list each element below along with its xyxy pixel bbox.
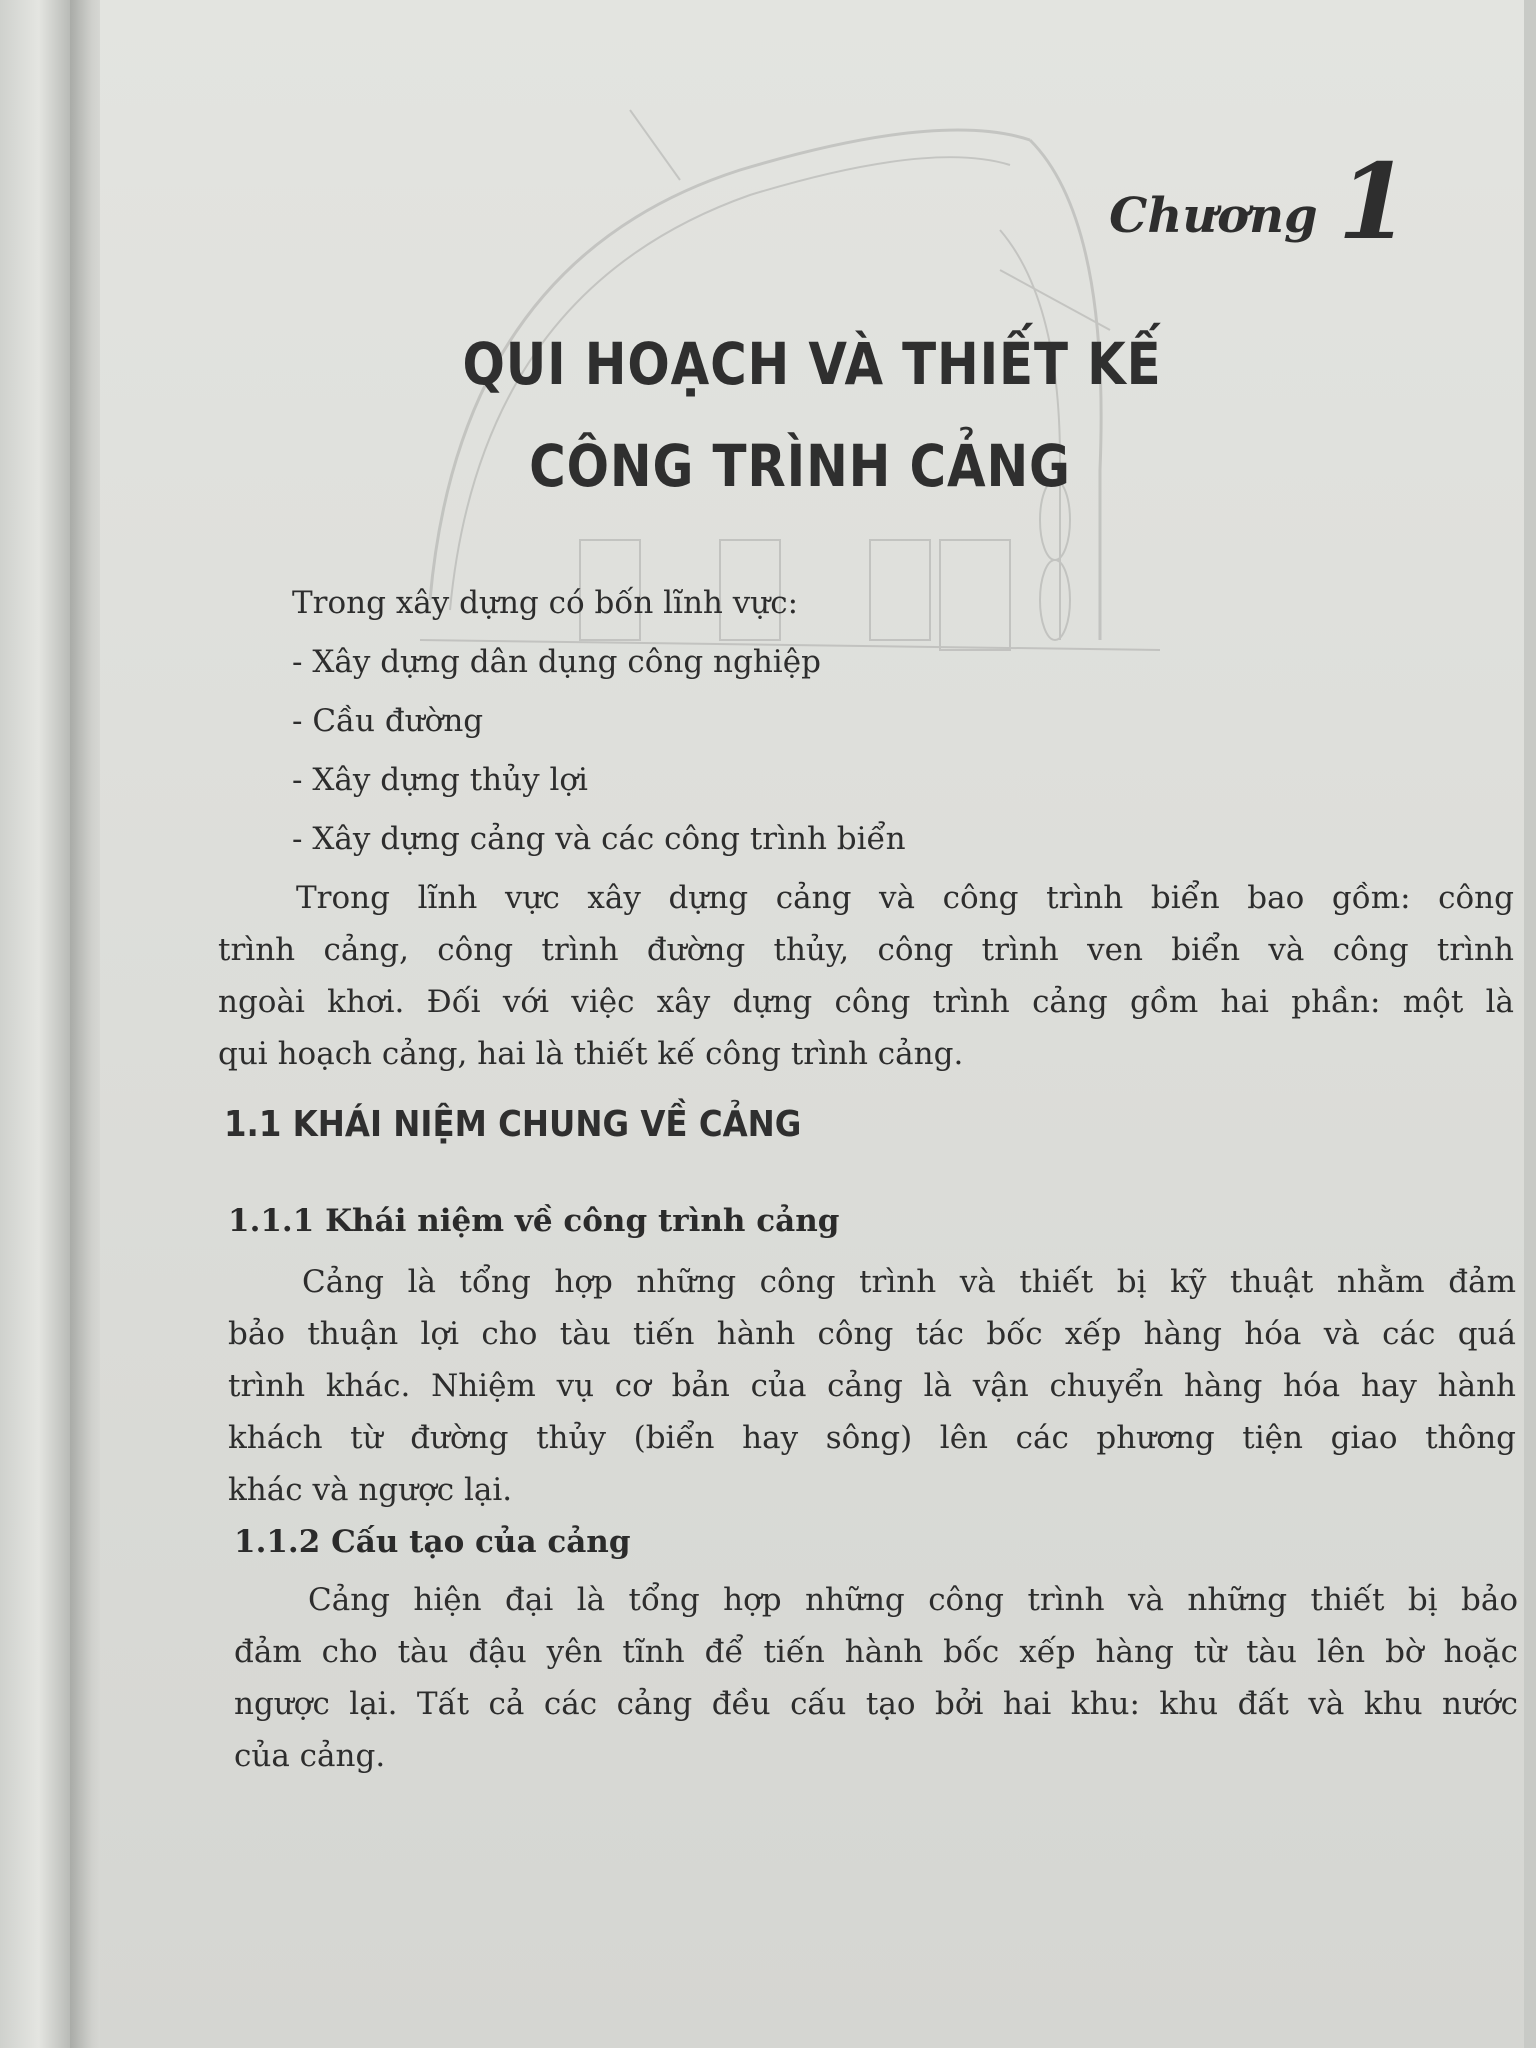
intro-paragraph-line: trình cảng, công trình đường thủy, công trình ven biển và công trình xyxy=(218,932,1514,968)
subsection-paragraph-line: Cảng hiện đại là tổng hợp những công trình và những thiết bị bảo xyxy=(308,1582,1518,1618)
subsection-paragraph-line: của cảng. xyxy=(234,1738,386,1774)
subsection-heading: 1.1.2 Cấu tạo của cảng xyxy=(234,1524,631,1560)
subsection-heading: 1.1.1 Khái niệm về công trình cảng xyxy=(228,1203,840,1239)
page-right-edge xyxy=(1524,0,1536,2048)
intro-list-item: - Xây dựng thủy lợi xyxy=(292,762,588,798)
subsection-paragraph-line: ngược lại. Tất cả các cảng đều cấu tạo bởi hai khu: khu đất và khu nước xyxy=(234,1686,1518,1722)
subsection-paragraph-line: khác và ngược lại. xyxy=(228,1472,513,1508)
chapter-title-line-2: CÔNG TRÌNH CẢNG xyxy=(529,432,1071,500)
intro-paragraph-line: ngoài khơi. Đối với việc xây dựng công trình cảng gồm hai phần: một là xyxy=(218,984,1514,1020)
chapter-title-line-1: QUI HOẠCH VÀ THIẾT KẾ xyxy=(462,330,1162,398)
subsection-paragraph-line: trình khác. Nhiệm vụ cơ bản của cảng là vận chuyển hàng hóa hay hành xyxy=(228,1368,1516,1404)
intro-list-item: - Xây dựng cảng và các công trình biển xyxy=(292,821,906,857)
intro-list-item: - Xây dựng dân dụng công nghiệp xyxy=(292,644,821,680)
book-spine xyxy=(0,0,70,2048)
chapter-number: 1 xyxy=(1337,140,1410,263)
intro-paragraph-line: Trong lĩnh vực xây dựng cảng và công trình biển bao gồm: công xyxy=(296,880,1514,916)
intro-lead: Trong xây dựng có bốn lĩnh vực: xyxy=(292,585,799,621)
section-heading: 1.1 KHÁI NIỆM CHUNG VỀ CẢNG xyxy=(224,1104,802,1145)
intro-list-item: - Cầu đường xyxy=(292,703,484,739)
subsection-paragraph-line: Cảng là tổng hợp những công trình và thiết bị kỹ thuật nhằm đảm xyxy=(302,1264,1516,1300)
subsection-paragraph-line: khách từ đường thủy (biển hay sông) lên các phương tiện giao thông xyxy=(228,1420,1516,1456)
intro-paragraph-line: qui hoạch cảng, hai là thiết kế công trình cảng. xyxy=(218,1036,964,1072)
chapter-label: Chương xyxy=(1109,188,1318,244)
chapter-marker xyxy=(1109,140,1410,263)
subsection-paragraph-line: đảm cho tàu đậu yên tĩnh để tiến hành bốc xếp hàng từ tàu lên bờ hoặc xyxy=(234,1634,1518,1670)
subsection-paragraph-line: bảo thuận lợi cho tàu tiến hành công tác bốc xếp hàng hóa và các quá xyxy=(228,1316,1516,1352)
book-page xyxy=(100,0,1530,2048)
